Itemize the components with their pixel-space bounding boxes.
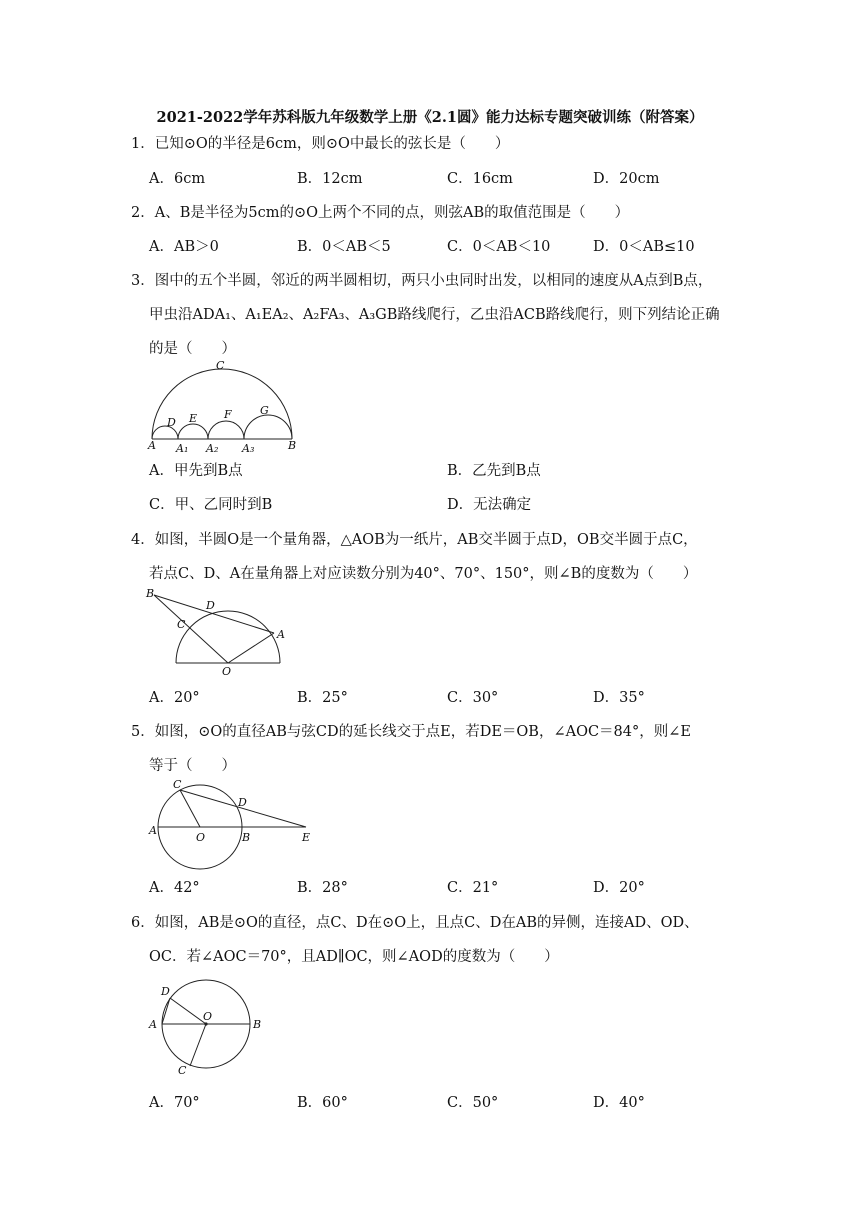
- q4-option-c: C．30°: [447, 690, 499, 706]
- q4-protractor-figure: [140, 586, 290, 676]
- q6-circle-figure: [140, 980, 270, 1080]
- q6-label-o: O: [203, 1010, 213, 1023]
- q4-label-d: D: [206, 599, 215, 612]
- q6-option-a: A．70°: [149, 1095, 200, 1111]
- q5-label-c: C: [173, 778, 182, 791]
- q1-option-b: B．12cm: [297, 171, 363, 187]
- question-4-stem-line-1: 4．如图，半圆O是一个量角器，△AOB为一纸片，AB交半圆于点D，OB交半圆于点C，: [131, 532, 698, 548]
- q2-option-c: C．0＜AB＜10: [447, 239, 551, 255]
- question-6-stem-line-2: OC．若∠AOC＝70°，且AD∥OC，则∠AOD的度数为（ ）: [149, 949, 559, 965]
- q3-label-a2: A₂: [206, 442, 219, 455]
- q4-label-b: B: [146, 587, 155, 600]
- q3-label-c: C: [216, 359, 225, 372]
- question-2-stem: 2．A、B是半径为5cm的⊙O上两个不同的点，则弦AB的取值范围是（ ）: [131, 205, 630, 221]
- q6-option-b: B．60°: [297, 1095, 348, 1111]
- question-3-stem-line-1: 3．图中的五个半圆，邻近的两半圆相切，两只小虫同时出发，以相同的速度从A点到B点，: [131, 273, 713, 289]
- q3-option-c: C．甲、乙同时到B: [149, 497, 273, 513]
- q4-label-a: A: [277, 628, 285, 641]
- q5-circle-figure: [140, 776, 320, 876]
- q3-label-a3: A₃: [242, 442, 255, 455]
- q6-option-d: D．40°: [593, 1095, 645, 1111]
- q3-label-a1: A₁: [176, 442, 189, 455]
- q3-label-d: D: [167, 416, 176, 429]
- q6-label-d: D: [161, 985, 170, 998]
- question-4-stem-line-2: 若点C、D、A在量角器上对应读数分别为40°、70°、150°，则∠B的度数为（ ）: [149, 566, 698, 582]
- q5-option-c: C．21°: [447, 880, 499, 896]
- q5-label-b: B: [242, 831, 251, 844]
- q1-option-c: C．16cm: [447, 171, 513, 187]
- q3-label-f: F: [224, 408, 232, 421]
- q3-label-b: B: [288, 439, 297, 452]
- page-title: 2021-2022学年苏科版九年级数学上册《2.1圆》能力达标专题突破训练（附答案）: [156, 109, 704, 126]
- question-3-stem-line-2: 甲虫沿ADA₁、A₁EA₂、A₂FA₃、A₃GB路线爬行，乙虫沿ACB路线爬行，则下列结论正确: [149, 307, 720, 323]
- q3-label-g: G: [260, 404, 269, 417]
- q4-option-a: A．20°: [149, 690, 200, 706]
- question-5-stem-line-1: 5．如图，⊙O的直径AB与弦CD的延长线交于点E，若DE＝OB，∠AOC＝84°，则∠E: [131, 724, 691, 740]
- q2-option-a: A．AB＞0: [149, 239, 219, 255]
- question-6-stem-line-1: 6．如图，AB是⊙O的直径，点C、D在⊙O上，且点C、D在AB的异侧，连接AD、OD、: [131, 915, 699, 931]
- question-1-stem: 1．已知⊙O的半径是6cm，则⊙O中最长的弦长是（ ）: [131, 136, 510, 152]
- q5-option-b: B．28°: [297, 880, 348, 896]
- q5-label-a: A: [149, 824, 157, 837]
- q1-option-a: A．6cm: [149, 171, 206, 187]
- q5-label-e: E: [302, 831, 311, 844]
- question-5-stem-line-2: 等于（ ）: [149, 758, 236, 774]
- q4-label-c: C: [177, 618, 186, 631]
- q5-label-o: O: [196, 831, 206, 844]
- q1-option-d: D．20cm: [593, 171, 660, 187]
- q6-label-c: C: [178, 1064, 187, 1077]
- q4-option-b: B．25°: [297, 690, 348, 706]
- q3-label-a: A: [148, 439, 156, 452]
- q5-option-a: A．42°: [149, 880, 200, 896]
- q6-label-b: B: [253, 1018, 262, 1031]
- question-3-stem-line-3: 的是（ ）: [149, 341, 236, 357]
- q3-semicircles-figure: [140, 356, 310, 456]
- q6-label-a: A: [149, 1018, 157, 1031]
- q2-option-d: D．0＜AB≤10: [593, 239, 695, 255]
- q5-label-d: D: [238, 796, 247, 809]
- q6-option-c: C．50°: [447, 1095, 499, 1111]
- q3-option-d: D．无法确定: [447, 497, 532, 513]
- q5-option-d: D．20°: [593, 880, 645, 896]
- q3-option-b: B．乙先到B点: [447, 463, 541, 479]
- q2-option-b: B．0＜AB＜5: [297, 239, 391, 255]
- q3-label-e: E: [189, 412, 198, 425]
- q4-label-o: O: [222, 665, 232, 678]
- q4-option-d: D．35°: [593, 690, 645, 706]
- q3-option-a: A．甲先到B点: [149, 463, 243, 479]
